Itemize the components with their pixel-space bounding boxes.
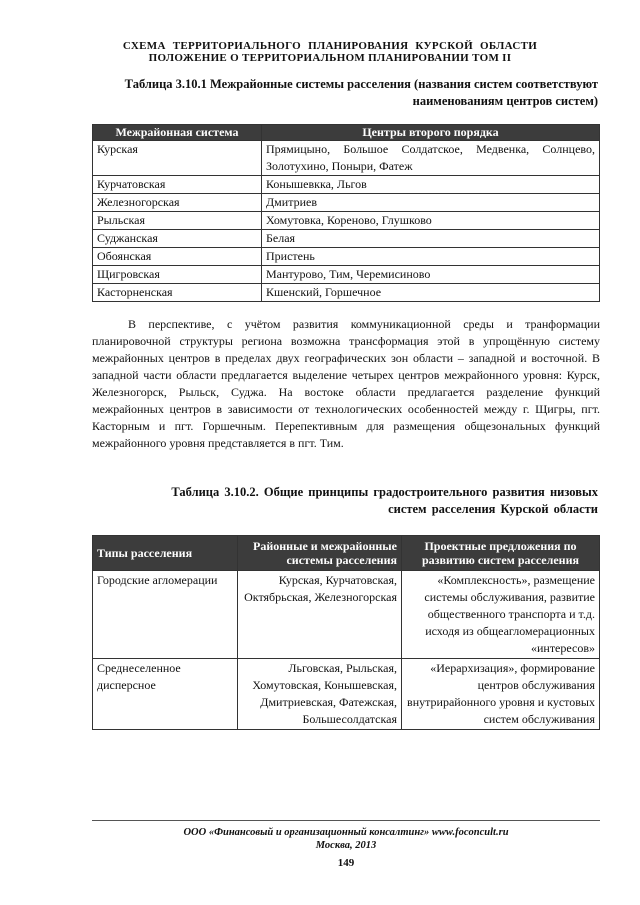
table-row [93, 571, 600, 659]
centers-list: Прямицыно, Большое Солдатское, Медвенка, Солнцево, Золотухино, Поныри, Фатеж [262, 141, 600, 176]
centers-list: Дмитриев [262, 194, 600, 212]
centers-list: Хомутовка, Кореново, Глушково [262, 212, 600, 230]
system-name: Железногорская [93, 194, 262, 212]
project-proposals: «Комплексность», размещение системы обслуживания, развитие общественного транспорта и т.д. исходя из общеагломерационных «интересов» [402, 571, 600, 659]
project-proposals: «Иерархизация», формирование центров обслуживания внутрирайонного уровня и кустовых систем обслуживания [402, 659, 600, 730]
centers-list: Белая [262, 230, 600, 248]
system-name: Касторненская [93, 284, 262, 302]
footer-divider [92, 820, 600, 821]
centers-list: Конышевкка, Льгов [262, 176, 600, 194]
table-row [93, 212, 600, 230]
column-header: Межрайонная система [93, 125, 262, 141]
settlement-type: Городские агломерации [93, 571, 238, 659]
footer-city-year: Москва, 2013 [315, 840, 377, 851]
settlement-systems: Льговская, Рыльская, Хомутовская, Конышевская, Дмитриевская, Фатежская, Большесолдатская [238, 659, 402, 730]
table-header-row [93, 125, 600, 141]
system-name: Рыльская [93, 212, 262, 230]
centers-list: Мантурово, Тим, Черемисиново [262, 266, 600, 284]
table-row [93, 230, 600, 248]
table-row [93, 141, 600, 176]
page-number: 149 [337, 857, 355, 869]
column-header: Районные и межрайонные системы расселения [238, 536, 402, 571]
settlement-systems: Курская, Курчатовская, Октябрьская, Железногорская [238, 571, 402, 659]
column-header: Центры второго порядка [262, 125, 600, 141]
system-name: Щигровская [93, 266, 262, 284]
column-header: Проектные предложения по развитию систем расселения [402, 536, 600, 571]
system-name: Обоянская [93, 248, 262, 266]
table-intermunicipal-systems [92, 124, 600, 302]
header-subtitle: ПОЛОЖЕНИЕ О ТЕРРИТОРИАЛЬНОМ ПЛАНИРОВАНИИ ТОМ II [148, 52, 512, 64]
header-title: СХЕМА ТЕРРИТОРИАЛЬНОГО ПЛАНИРОВАНИЯ КУРСКОЙ ОБЛАСТИ [122, 40, 538, 52]
table-row [93, 194, 600, 212]
table-header-row [93, 536, 600, 571]
column-header: Типы расселения [93, 536, 238, 571]
body-paragraph: В перспективе, с учётом развития коммуникационной среды и транформации планировочной структуры региона возможна трансформация этой в упрощённую систему межрайонных центров в пределах двух географических зон области – западной и восточной. В западной части области предлагается выделение четырех центров межрайонного уровня: Курск, Железногорск, Рыльск, Суджа. На востоке области предлагается разделение функций межрайонных центров в зависимости от технологических особенностей между г. Щигры, пгт. Касторным и пгт. Горшечным. Перепективным для размещения общезональных функций межрайонного уровня представляется в пгт. Тим. [92, 317, 600, 450]
table-row [93, 659, 600, 730]
table2-caption: Таблица 3.10.2. Общие принципы градостроительного развития низовых систем расселения Курской области [171, 485, 598, 516]
system-name: Суджанская [93, 230, 262, 248]
settlement-type: Среднеселенное дисперсное [93, 659, 238, 730]
centers-list: Пристень [262, 248, 600, 266]
table-settlement-principles [92, 535, 600, 730]
table-row [93, 248, 600, 266]
table-row [93, 176, 600, 194]
table-row [93, 284, 600, 302]
centers-list: Кшенский, Горшечное [262, 284, 600, 302]
system-name: Курская [93, 141, 262, 176]
system-name: Курчатовская [93, 176, 262, 194]
table1-caption: Таблица 3.10.1 Межрайонные системы расселения (названия систем соответствуют наименованиям центров систем) [124, 77, 598, 108]
table-row [93, 266, 600, 284]
footer-company: ООО «Финансовый и организационный консалтинг» www.foconcult.ru [183, 827, 509, 838]
